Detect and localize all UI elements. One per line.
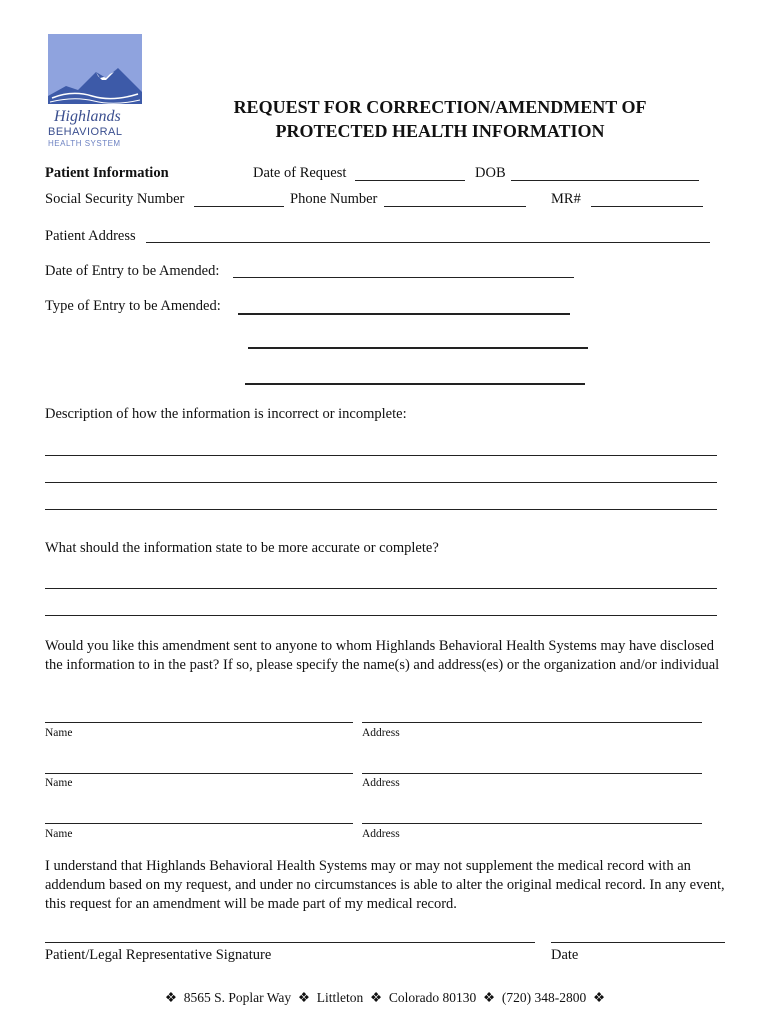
amendment-recipients-question: Would you like this amendment sent to anyone to whom Highlands Behavioral Health Systems may have disclosed the information to in the past? If so, please specify the name(s) and address(es) or the organization and/or individual (45, 638, 720, 673)
ssn-field[interactable] (194, 206, 284, 207)
dob-label: DOB (475, 165, 506, 181)
mr-number-field[interactable] (591, 206, 703, 207)
recipient-2-address-field[interactable] (362, 773, 702, 774)
type-of-entry-field-1[interactable] (238, 313, 570, 315)
recipient-2-address-label: Address (362, 777, 400, 789)
recipient-3-address-field[interactable] (362, 823, 702, 824)
logo-script-text: Highlands (54, 108, 121, 125)
signature-date-field[interactable] (551, 942, 725, 943)
dob-field[interactable] (511, 180, 699, 181)
date-of-request-label: Date of Request (253, 165, 347, 181)
footer-state-zip: Colorado 80130 (388, 990, 477, 1005)
date-of-request-field[interactable] (355, 180, 465, 181)
footer-bullet-icon: ❖ (164, 990, 177, 1005)
recipient-3-address-label: Address (362, 828, 400, 840)
phone-number-label: Phone Number (290, 191, 378, 207)
date-of-entry-label: Date of Entry to be Amended: (45, 263, 220, 279)
recipient-1-name-label: Name (45, 727, 73, 739)
description-field-3[interactable] (45, 509, 717, 510)
logo-sub-text: HEALTH SYSTEM (48, 139, 121, 148)
recipient-1-address-label: Address (362, 727, 400, 739)
type-of-entry-field-2[interactable] (248, 347, 588, 349)
signature-date-label: Date (551, 947, 579, 963)
patient-address-label: Patient Address (45, 228, 136, 244)
recipient-3-name-field[interactable] (45, 823, 353, 824)
should-state-question: What should the information state to be more accurate or complete? (45, 540, 439, 556)
recipient-3-name-label: Name (45, 828, 73, 840)
recipient-2-name-field[interactable] (45, 773, 353, 774)
mr-number-label: MR# (551, 191, 581, 207)
recipient-1-name-field[interactable] (45, 722, 353, 723)
patient-address-field[interactable] (146, 242, 710, 243)
form-title-line1: REQUEST FOR CORRECTION/AMENDMENT OF (233, 97, 647, 117)
phone-number-field[interactable] (384, 206, 526, 207)
logo-name-text: BEHAVIORAL (48, 126, 123, 138)
ssn-label: Social Security Number (45, 191, 185, 207)
recipient-2-name-label: Name (45, 777, 73, 789)
signature-field[interactable] (45, 942, 535, 943)
logo (48, 34, 142, 152)
description-question: Description of how the information is incorrect or incomplete: (45, 406, 407, 422)
form-title-line2: PROTECTED HEALTH INFORMATION (275, 121, 605, 141)
type-of-entry-label: Type of Entry to be Amended: (45, 298, 221, 314)
type-of-entry-field-3[interactable] (245, 383, 585, 385)
recipient-1-address-field[interactable] (362, 722, 702, 723)
footer-street: 8565 S. Poplar Way (183, 990, 292, 1005)
footer-bullet-icon: ❖ (370, 990, 383, 1005)
footer-bullet-icon: ❖ (297, 990, 311, 1005)
should-state-field-2[interactable] (45, 615, 717, 616)
footer-bullet-icon: ❖ (483, 990, 496, 1005)
footer-phone: (720) 348-2800 (501, 990, 587, 1005)
signature-label: Patient/Legal Representative Signature (45, 947, 272, 963)
acknowledgement-text: I understand that Highlands Behavioral Health Systems may or may not supplement the medical record with an addendum based on my request, and under no circumstances is able to alter the original medical record. In any event, this request for an amendment will be made part of my medical record. (45, 858, 725, 912)
footer-city: Littleton (316, 990, 364, 1005)
patient-information-label: Patient Information (45, 165, 169, 181)
description-field-1[interactable] (45, 455, 717, 456)
description-field-2[interactable] (45, 482, 717, 483)
should-state-field-1[interactable] (45, 588, 717, 589)
footer-address (0, 990, 770, 1006)
footer-bullet-icon: ❖ (593, 990, 606, 1005)
date-of-entry-field[interactable] (233, 277, 574, 278)
